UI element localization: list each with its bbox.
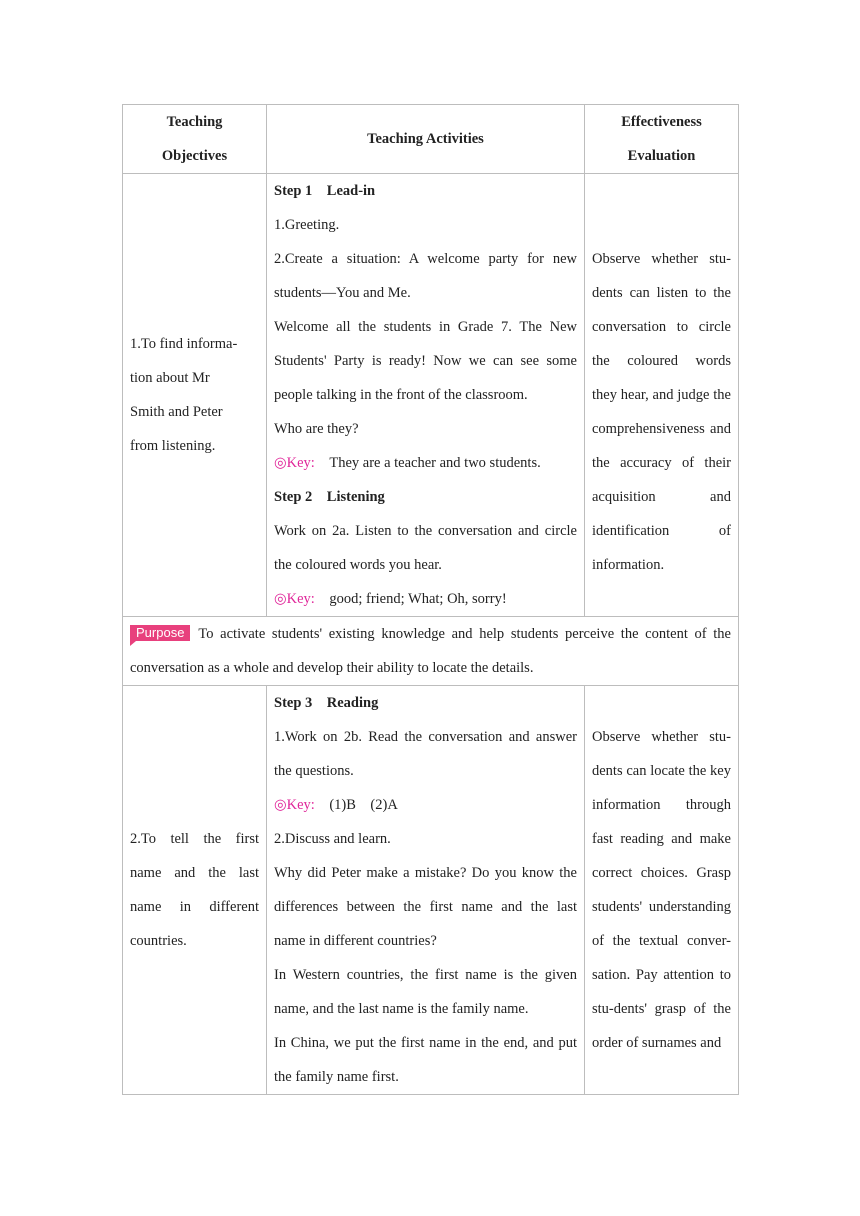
header-objectives-line1: Teaching <box>166 114 223 130</box>
objective-1-line3: Smith and Peter <box>130 404 223 420</box>
header-activities: Teaching Activities <box>267 105 585 174</box>
key-label-1: ◎Key: <box>274 455 315 471</box>
step3-line3: Why did Peter make a mistake? Do you know the differences between the first name and the last name in different countries? <box>274 865 577 949</box>
header-evaluation-line1: Effectiveness <box>621 114 702 130</box>
header-evaluation <box>585 105 739 174</box>
key-label-3: ◎Key: <box>274 797 315 813</box>
evaluation-1-text: Observe whether stu-dents can listen to the conversation to circle the coloured words they hear, and judge the comprehensiveness and the accuracy of their acquisition and identification of information. <box>592 251 731 573</box>
header-objectives-line2: Objectives <box>161 148 228 164</box>
header-objectives <box>123 105 267 174</box>
step1-line4: Who are they? <box>274 421 359 437</box>
step1-title: Step 1 Lead-in <box>274 183 376 199</box>
step3-line4: In Western countries, the first name is the given name, and the last name is the family name. <box>274 967 577 1017</box>
step3-key <box>274 788 577 822</box>
key-text-3: (1)B (2)A <box>329 797 398 813</box>
evaluation-2-text: Observe whether stu-dents can locate the key information through fast reading and make correct choices. Grasp students' understanding of the textual conver-sation. Pay attention to stu-dents' grasp of the order of surnames and <box>592 729 731 1051</box>
objective-row-1 <box>123 174 739 617</box>
step2-title: Step 2 Listening <box>274 489 385 505</box>
purpose-tag: Purpose <box>130 625 190 641</box>
step2-line1: Work on 2a. Listen to the conversation and circle the coloured words you hear. <box>274 523 577 573</box>
activities-cell-2 <box>267 686 585 1095</box>
objective-1-line2: tion about Mr <box>130 370 210 386</box>
objective-2-text: 2.To tell the first name and the last name in different countries. <box>130 831 259 949</box>
evaluation-cell-2 <box>585 686 739 1095</box>
step3-line2: 2.Discuss and learn. <box>274 831 391 847</box>
header-evaluation-line2: Evaluation <box>627 148 696 164</box>
step3-title: Step 3 Reading <box>274 695 379 711</box>
step1-key <box>274 446 577 480</box>
step1-line2: 2.Create a situation: A welcome party for new students—You and Me. <box>274 251 577 301</box>
objective-cell-1 <box>123 174 267 617</box>
header-row <box>123 105 739 174</box>
step1-line1: 1.Greeting. <box>274 217 340 233</box>
objective-1-line1: 1.To find informa- <box>130 336 238 352</box>
evaluation-cell-1 <box>585 174 739 617</box>
objective-1-line4: from listening. <box>130 438 216 454</box>
key-label-2: ◎Key: <box>274 591 315 607</box>
key-text-2: good; friend; What; Oh, sorry! <box>329 591 507 607</box>
purpose-paragraph <box>130 617 731 685</box>
activities-cell-1 <box>267 174 585 617</box>
purpose-row <box>123 617 739 686</box>
key-text-1: They are a teacher and two students. <box>329 455 541 471</box>
step1-line3: Welcome all the students in Grade 7. The New Students' Party is ready! Now we can see some people talking in the front of the classroom. <box>274 319 577 403</box>
purpose-cell <box>123 617 739 686</box>
step3-line5: In China, we put the first name in the end, and put the family name first. <box>274 1035 577 1085</box>
objective-row-2 <box>123 686 739 1095</box>
purpose-text: To activate students' existing knowledge and help students perceive the content of the conversation as a whole and develop their ability to locate the details. <box>130 626 731 676</box>
step3-line1: 1.Work on 2b. Read the conversation and answer the questions. <box>274 729 577 779</box>
objective-cell-2 <box>123 686 267 1095</box>
step2-key <box>274 582 577 616</box>
teaching-plan-table <box>122 104 739 1095</box>
